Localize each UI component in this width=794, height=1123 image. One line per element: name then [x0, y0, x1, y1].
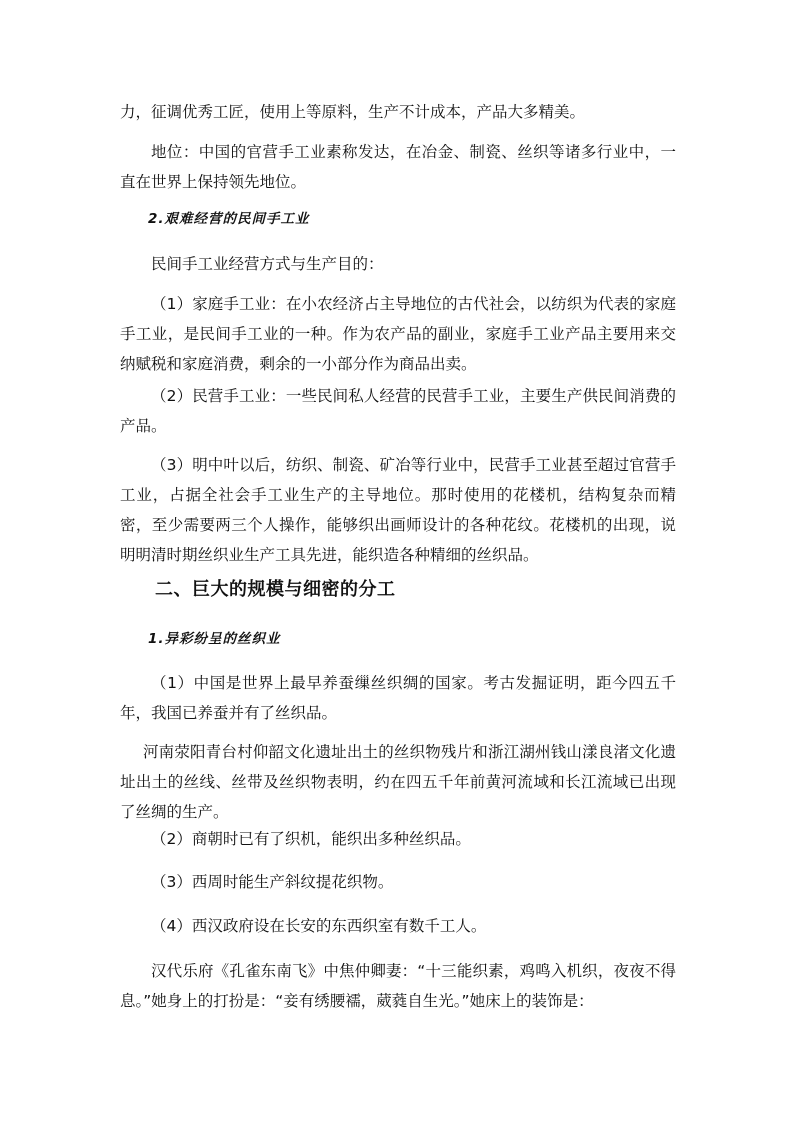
- paragraph: （1）中国是世界上最早养蚕缫丝织绸的国家。考古发掘证明，距今四五千年，我国已养蚕并有了丝织品。: [120, 674, 676, 722]
- paragraph: 力，征调优秀工匠，使用上等原料，生产不计成本，产品大多精美。: [120, 103, 586, 121]
- paragraph: （4）西汉政府设在长安的东西织室有数千工人。: [151, 917, 487, 935]
- paragraph: （2）商朝时已有了织机，能织出多种丝织品。: [151, 830, 471, 848]
- paragraph: 汉代乐府《孔雀东南飞》中焦仲卿妻：“十三能织素，鸡鸣入机织，夜夜不得息。”她身上的打扮是：“妾有绣腰襦，葳蕤自生光。”她床上的装饰是：: [120, 962, 676, 1010]
- paragraph: （2）民营手工业：一些民间私人经营的民营手工业，主要生产供民间消费的产品。: [120, 387, 676, 435]
- paragraph: 河南荥阳青台村仰韶文化遗址出土的丝织物残片和浙江湖州钱山漾良渚文化遗址出土的丝线、丝带及丝织物表明，约在四五千年前黄河流域和长江流域已出现了丝绸的生产。: [120, 743, 676, 821]
- section-heading: 1.异彩纷呈的丝织业: [148, 631, 281, 647]
- paragraph: 地位：中国的官营手工业素称发达，在冶金、制瓷、丝织等诸多行业中，一直在世界上保持领先地位。: [120, 143, 676, 191]
- paragraph: 民间手工业经营方式与生产目的：: [151, 255, 384, 273]
- paragraph: （1）家庭手工业：在小农经济占主导地位的古代社会，以纺织为代表的家庭手工业，是民间手工业的一种。作为农产品的副业，家庭手工业产品主要用来交纳赋税和家庭消费，剩余的一小部分作为商品出卖。: [120, 295, 676, 373]
- chapter-heading: 二、巨大的规模与细密的分工: [155, 579, 396, 600]
- paragraph: （3）西周时能生产斜纹提花织物。: [151, 873, 394, 891]
- paragraph: （3）明中叶以后，纺织、制瓷、矿冶等行业中，民营手工业甚至超过官营手工业，占据全社会手工业生产的主导地位。那时使用的花楼机，结构复杂而精密，至少需要两三个人操作，能够织出画师设计的各种花纹。花楼机的出现，说明明清时期丝织业生产工具先进，能织造各种精细的丝织品。: [120, 456, 676, 564]
- section-heading: 2.艰难经营的民间手工业: [148, 211, 310, 227]
